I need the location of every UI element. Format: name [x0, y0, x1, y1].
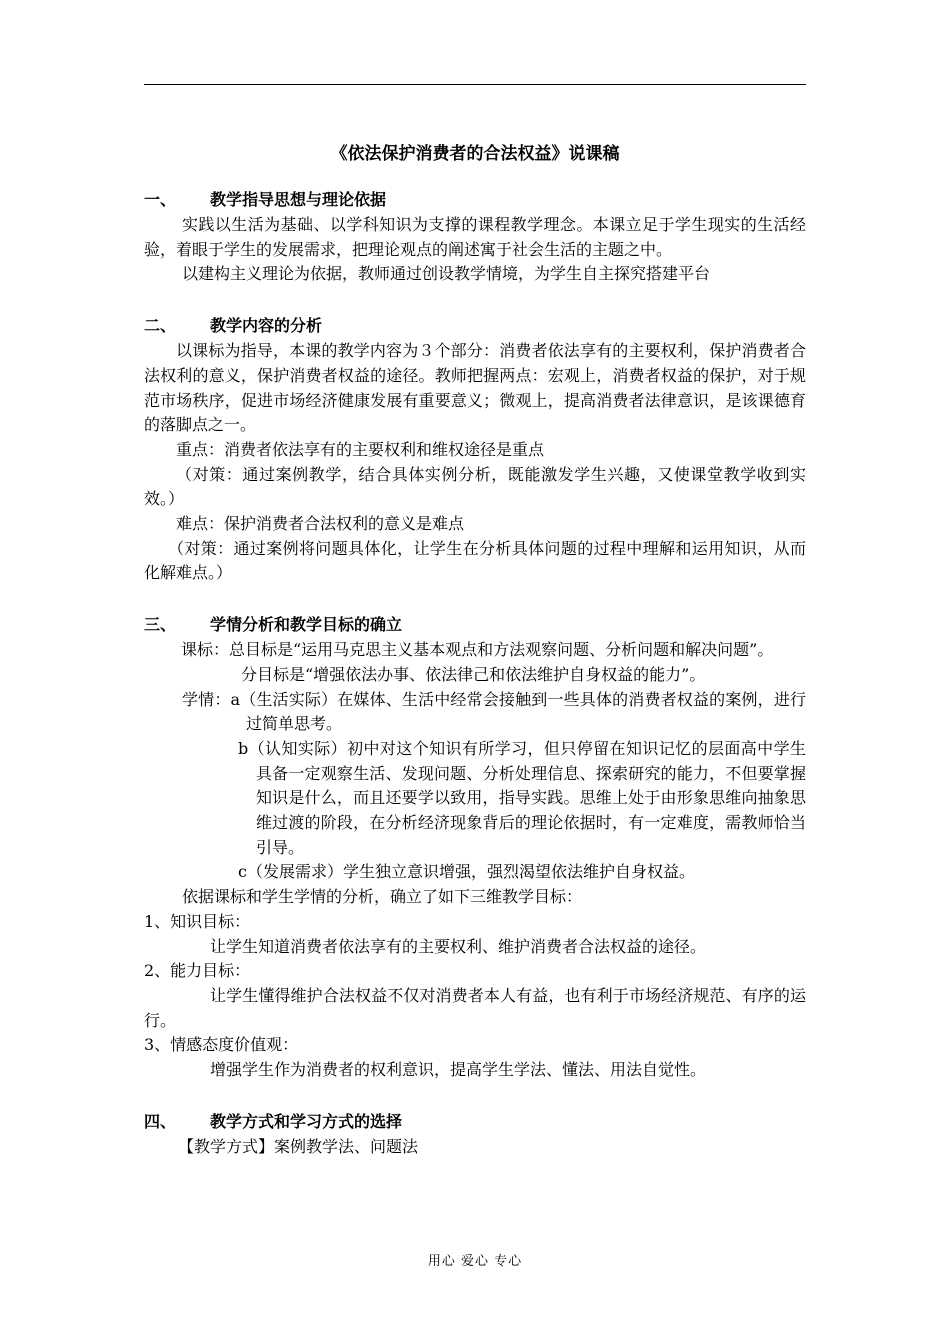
section-1-title: 教学指导思想与理论依据 [210, 190, 387, 209]
goals-basis: 依据课标和学生学情的分析，确立了如下三维教学目标： [182, 887, 583, 907]
goal-2-text: 让学生懂得维护合法权益不仅对消费者本人有益，也有利于市场经济规范、有序的运行。 [144, 985, 806, 1030]
section-3-heading [144, 612, 806, 638]
sub-goal: 分目标是“增强依法办事、依法律己和依法维护自身权益的能力”。 [241, 664, 706, 684]
document-body [144, 141, 806, 1160]
section-2-paragraph: 以课标为指导，本课的教学内容为３个部分：消费者依法享有的主要权利，保护消费者合法权利的意义，保护消费者权益的途径。教师把握两点：宏观上，消费者权益的保护，对于规范市场秩序，促进市场经济健康发展有重要意义；微观上，提高消费者法律意识，是该课德育的落脚点之一。 [144, 341, 806, 435]
section-4-title: 教学方式和学习方式的选择 [210, 1111, 403, 1131]
section-4-heading [144, 1109, 806, 1135]
difficult-point-strategy: （对策：通过案例将问题具体化，让学生在分析具体问题的过程中理解和运用知识，从而化解难点。） [144, 538, 806, 583]
section-1-heading [144, 187, 806, 213]
goal-2-label: 2、能力目标： [144, 961, 251, 981]
section-3-title: 学情分析和教学目标的确立 [210, 615, 403, 635]
section-2-number: 二、 [144, 316, 177, 336]
page-footer: 用心 爱心 专心 [427, 1254, 523, 1269]
section-1-paragraph: 以建构主义理论为依据，教师通过创设教学情境，为学生自主探究搭建平台 [182, 264, 711, 284]
teaching-method: 【教学方式】案例教学法、问题法 [178, 1136, 419, 1156]
goal-3-text: 增强学生作为消费者的权利意识，提高学生学法、懂法、用法自觉性。 [210, 1060, 707, 1080]
header-rule [144, 84, 806, 85]
section-4-number: 四、 [144, 1111, 177, 1131]
learner-analysis-c: c（发展需求）学生独立意识增强，强烈渴望依法维护自身权益。 [238, 862, 695, 882]
goal-1-label: 1、知识目标： [144, 911, 251, 931]
goal-1-text: 让学生知道消费者依法享有的主要权利、维护消费者合法权益的途径。 [210, 936, 707, 956]
document-title: 《依法保护消费者的合法权益》说课稿 [330, 144, 620, 164]
curriculum-standard: 课标：总目标是“运用马克思主义基本观点和方法观察问题、分析问题和解决问题”。 [181, 640, 774, 660]
section-2-heading [144, 313, 806, 339]
section-2-title: 教学内容的分析 [210, 316, 323, 336]
learner-analysis-a: 学情：a（生活实际）在媒体、生活中经常会接触到一些具体的消费者权益的案例，进行过简单思考。 [182, 689, 806, 734]
section-1-paragraph: 实践以生活为基础、以学科知识为支撑的课程教学理念。本课立足于学生现实的生活经验，着眼于学生的发展需求，把理论观点的阐述寓于社会生活的主题之中。 [144, 215, 806, 259]
section-1-number: 一、 [144, 190, 177, 209]
section-3-number: 三、 [144, 615, 177, 635]
key-point-strategy: （对策：通过案例教学，结合具体实例分析，既能激发学生兴趣，又使课堂教学收到实效。） [144, 464, 806, 509]
goal-3-label: 3、情感态度价值观： [144, 1035, 299, 1055]
learner-analysis-b: b（认知实际）初中对这个知识有所学习，但只停留在知识记忆的层面高中学生具备一定观察生活、发现问题、分析处理信息、探索研究的能力，不但要掌握知识是什么，而且还要学以致用，指导实践。思维上处于由形象思维向抽象思维过渡的阶段，在分析经济现象背后的理论依据时，有一定难度，需教师恰当引导。 [238, 738, 806, 857]
difficult-point: 难点：保护消费者合法权利的意义是难点 [176, 514, 465, 534]
key-point: 重点：消费者依法享有的主要权利和维权途径是重点 [176, 439, 545, 459]
